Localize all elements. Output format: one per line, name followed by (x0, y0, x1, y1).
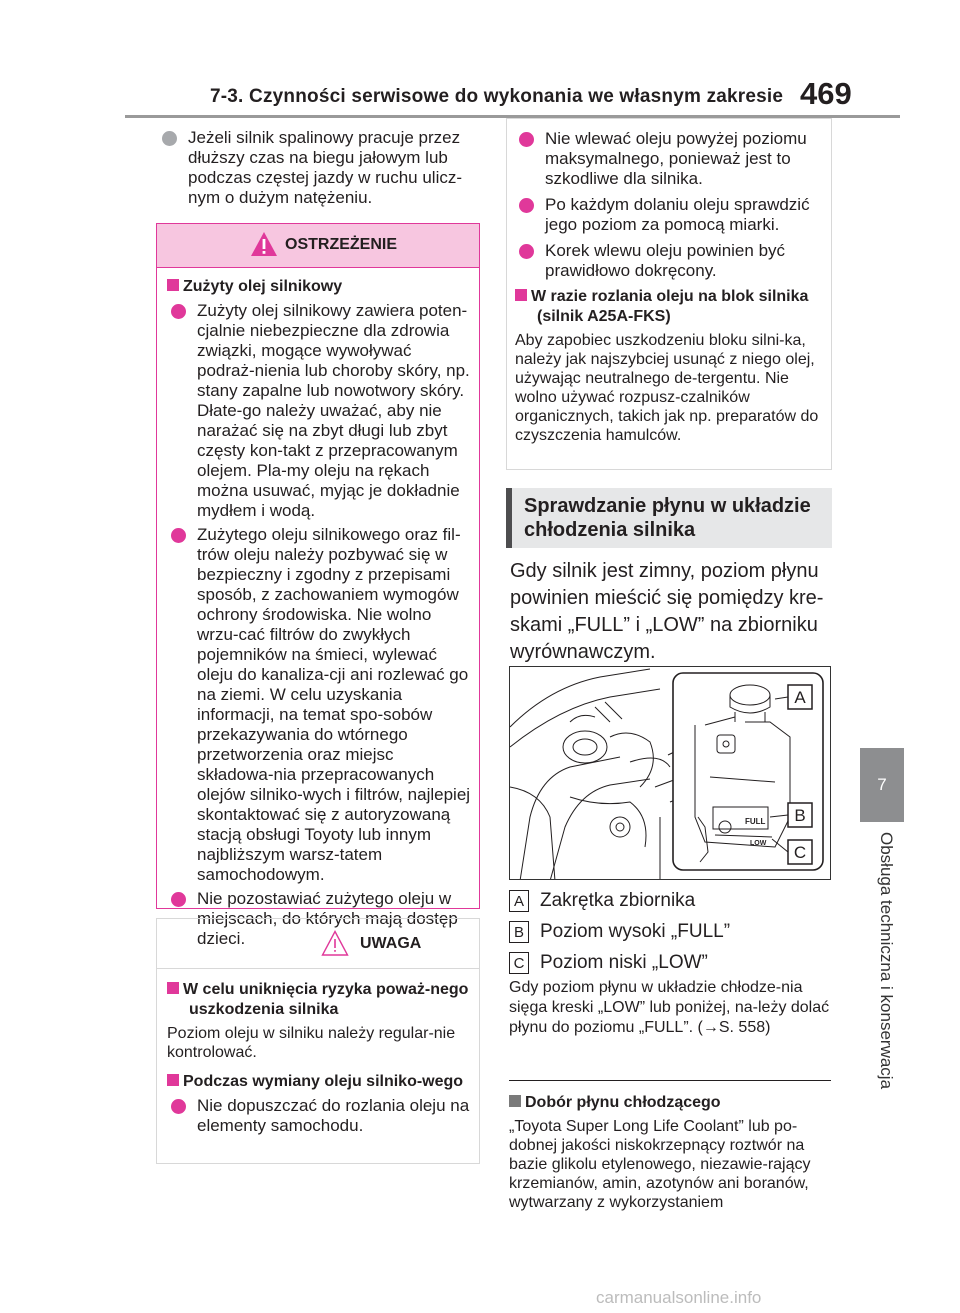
caution-label: UWAGA (360, 935, 422, 952)
legend-key: A (509, 890, 529, 912)
square-bullet-icon (167, 1074, 179, 1086)
caution-text-1: Poziom oleju w silniku należy regular-nie kontrolować. (167, 1025, 456, 1061)
caution-bullet (167, 1096, 471, 1136)
callout-a-label: A (794, 688, 806, 707)
warning-header (157, 224, 479, 268)
bullet-icon (171, 892, 186, 907)
oil-spill-heading (515, 287, 823, 327)
callout-c-label: C (793, 843, 807, 862)
oil-spill-text: Aby zapobiec uszkodzeniu bloku silni-ka, należy jak najszybciej usunąć z niego olej, używając neutralnego de-tergentu. Nie wolno używać rozpusz-czalników organicznych, takich jak np. preparatów do czyszczenia hamulców. (515, 332, 819, 444)
section-body: Gdy silnik jest zimny, poziom płynu powinien mieścić się pomiędzy kre-skami „FULL” i „LOW” na zbiorniku wyrównawczym. (510, 560, 824, 663)
warning-body (157, 268, 479, 949)
legend-text: Poziom niski „LOW” (540, 952, 708, 973)
callout-c (788, 840, 812, 864)
coolant-reservoir-figure (509, 666, 831, 880)
caution-heading-1 (167, 980, 471, 1020)
oil-notes-box (506, 118, 832, 470)
bullet-icon (519, 244, 534, 259)
bullet-icon (171, 1099, 186, 1114)
coolant-heading-text: Dobór płynu chłodzącego (525, 1094, 721, 1111)
legend-text: Poziom wysoki „FULL” (540, 921, 731, 942)
callout-b (788, 803, 812, 827)
coolant-text: „Toyota Super Long Life Coolant” lub po-dobnej jakości niskokrzepnący roztwór na bazie glikolu etylenowego, niezawie-rający krzemianów, amin, azotynów ani boranów, wytwarzany z wykorzystaniem (509, 1118, 811, 1211)
callout-b-label: B (794, 806, 806, 825)
bullet-icon (171, 528, 186, 543)
square-bullet-icon (515, 289, 527, 301)
low-mark-label: LOW (750, 840, 767, 847)
intro-bullet (158, 128, 478, 208)
oil-note-text: Korek wlewu oleju powinien być prawidłowo dokręcony. (545, 241, 786, 280)
intro-text: Jeżeli silnik spalinowy pracuje przez dłuższy czas na biegu jałowym lub podczas częstej jazdy w ruchu ulicz-nym o dużym natężeniu. (188, 128, 463, 207)
warning-bullet-text: Nie pozostawiać zużytego oleju w miejscach, do których mają dostęp dzieci. (197, 889, 458, 948)
legend-key: B (509, 921, 529, 943)
warning-bullet-text: Zużytego oleju silnikowego oraz fil-trów oleju należy pozbywać się w bezpieczny i zgodny z przepisami sposób, z zachowaniem wymogów ochrony środowiska. Nie wolno wrzu-cać filtrów do zwykłych pojemników na śmieci, wylewać oleju do kanaliza-cji ani rozlewać go na ziemi. W celu uzyskania informacji, na temat spo-sobów przekazywania do wtórnego przetworzenia oraz miejsc składowa-nia przepracowanych olejów silniko-wych i filtrów, najlepiej skontaktować się z autoryzowaną stacją obsługi Toyoty lub innym najbliższym warsz-tatem samochodowym. (197, 525, 471, 884)
section-heading: Sprawdzanie płynu w układzie chłodzenia silnika (506, 488, 832, 548)
square-bullet-icon (509, 1095, 521, 1107)
warning-label: OSTRZEŻENIE (285, 236, 398, 253)
running-header: 7-3. Czynności serwisowe do wykonania we własnym zakresie (210, 86, 784, 107)
chapter-number: 7 (877, 775, 887, 794)
engine-bay-illustration (510, 667, 831, 880)
caution-bullet-text: Nie dopuszczać do rozlania oleju na elementy samochodu. (197, 1096, 470, 1135)
caution-header (157, 919, 479, 969)
warning-triangle-icon (250, 231, 278, 257)
bullet-icon (519, 132, 534, 147)
page-number: 469 (800, 76, 852, 111)
refill-instructions: Gdy poziom płynu w układzie chłodze-nia sięga kreski „LOW” lub poniżej, na-leży dolać płynu do poziomu „FULL”. (→S. 558) (509, 979, 830, 1036)
warning-heading-text: Zużyty olej silnikowy (183, 278, 343, 295)
watermark: carmanualsonline.info (596, 1288, 762, 1307)
warning-bullet-text: Zużyty olej silnikowy zawiera poten-cjalnie niebezpieczne dla zdrowia związki, mogące wywoływać podraż-nienia lub choroby skóry, np. stany zapalne lub nowotwory skóry. Dłate-go należy uważać, aby nie narażać się na zbyt długi lub zbyt częsty kon-takt z przepracowanym olejem. Pla-my oleju na rękach można usuwać, myjąc je dokładnie mydłem i wodą. (197, 301, 470, 520)
oil-note-bullet (515, 195, 823, 235)
oil-note-bullet (515, 241, 823, 281)
figure-legend (509, 888, 831, 981)
legend-item (509, 888, 831, 914)
chapter-label: Obsługa techniczna i konserwacja (877, 832, 896, 1090)
oil-spill-heading-text: W razie rozlania oleju na blok silnika (silnik A25A-FKS) (531, 288, 809, 325)
oil-note-text: Po każdym dolaniu oleju sprawdzić jego poziom za pomocą miarki. (545, 195, 810, 234)
warning-bullet (167, 301, 471, 521)
oil-note-text: Nie wlewać oleju powyżej poziomu maksymalnego, ponieważ jest to szkodliwe dla silnika. (545, 129, 807, 188)
caution-heading-1-text: W celu uniknięcia ryzyka poważ-nego uszkodzenia silnika (183, 981, 469, 1018)
coolant-selection (509, 1090, 831, 1222)
full-mark-label: FULL (745, 817, 766, 826)
legend-item (509, 919, 831, 945)
chapter-tab[interactable] (860, 748, 904, 822)
warning-heading (167, 277, 471, 297)
bullet-icon (519, 198, 534, 213)
legend-key: C (509, 952, 529, 974)
warning-bullet (167, 525, 471, 885)
legend-item (509, 950, 831, 976)
bullet-icon (171, 304, 186, 319)
bullet-icon (162, 131, 177, 146)
legend-text: Zakrętka zbiornika (540, 890, 696, 911)
coolant-heading (509, 1093, 831, 1113)
caution-heading-2-text: Podczas wymiany oleju silniko-wego (183, 1073, 464, 1090)
caution-body (157, 969, 479, 1136)
square-bullet-icon (167, 982, 179, 994)
divider (509, 1080, 831, 1081)
oil-note-bullet (515, 129, 823, 189)
caution-triangle-icon (321, 930, 349, 956)
caution-heading-2 (167, 1072, 471, 1092)
caution-box (156, 918, 480, 1164)
callout-a (788, 685, 812, 709)
square-bullet-icon (167, 279, 179, 291)
